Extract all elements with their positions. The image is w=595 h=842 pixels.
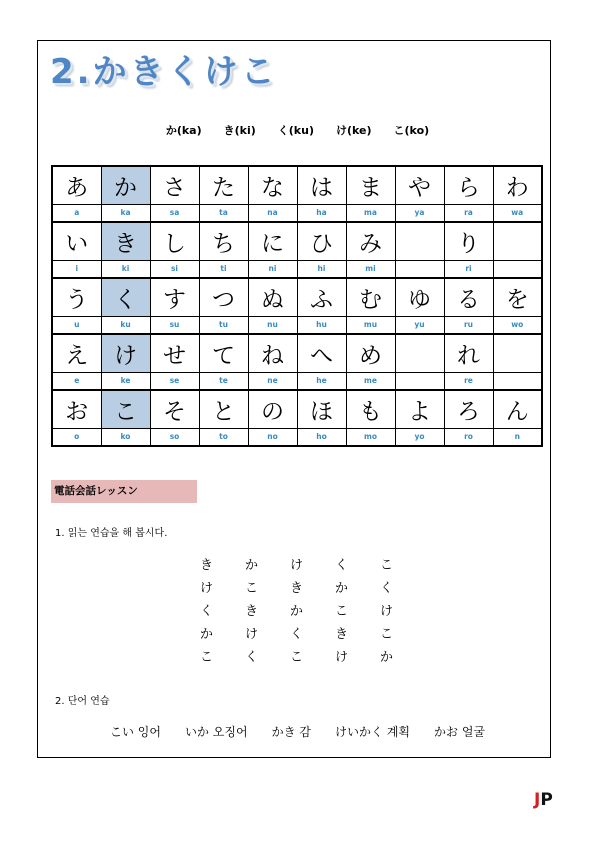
kana-cell: ら	[444, 166, 493, 204]
practice-kana: か	[245, 558, 259, 573]
romaji-cell: sa	[150, 204, 199, 222]
romaji-cell	[493, 260, 542, 278]
romaji-cell: ri	[444, 260, 493, 278]
kana-row	[52, 222, 542, 260]
practice-kana: こ	[380, 558, 394, 573]
romaji-row	[52, 428, 542, 446]
word-item: けいかく 계획	[335, 725, 410, 739]
practice-kana: け	[200, 581, 214, 596]
readings-row	[0, 122, 595, 138]
exercise-2-label: 2. 단어 연습	[55, 696, 110, 707]
romaji-row	[52, 260, 542, 278]
romaji-cell	[493, 372, 542, 390]
romaji-cell: ha	[297, 204, 346, 222]
practice-kana: こ	[335, 604, 349, 619]
romaji-cell: mo	[346, 428, 395, 446]
reading-ku: く(ku)	[277, 124, 314, 137]
kana-cell: つ	[199, 278, 248, 316]
kana-cell	[395, 334, 444, 372]
romaji-cell: me	[346, 372, 395, 390]
word-item: こい 잉어	[109, 725, 161, 739]
romaji-cell: n	[493, 428, 542, 446]
word-practice-list	[0, 723, 595, 740]
kana-cell: き	[101, 222, 150, 260]
logo-letter-j: J	[534, 790, 541, 810]
kana-cell: ゆ	[395, 278, 444, 316]
kana-cell: わ	[493, 166, 542, 204]
practice-kana: こ	[290, 650, 304, 665]
kana-cell: の	[248, 390, 297, 428]
word-item: かき 감	[271, 725, 311, 739]
romaji-cell: na	[248, 204, 297, 222]
practice-kana: か	[290, 604, 304, 619]
practice-kana: き	[290, 581, 304, 596]
romaji-cell: tu	[199, 316, 248, 334]
kana-cell: お	[52, 390, 101, 428]
romaji-cell: ya	[395, 204, 444, 222]
kana-cell: り	[444, 222, 493, 260]
kana-cell: ふ	[297, 278, 346, 316]
kana-row	[52, 166, 542, 204]
reading-ki: き(ki)	[223, 124, 256, 137]
kana-cell: れ	[444, 334, 493, 372]
practice-kana: き	[245, 604, 259, 619]
kana-cell: と	[199, 390, 248, 428]
practice-kana: こ	[380, 627, 394, 642]
romaji-cell: ra	[444, 204, 493, 222]
practice-kana: こ	[200, 650, 214, 665]
practice-kana: か	[335, 581, 349, 596]
romaji-cell: te	[199, 372, 248, 390]
kana-cell: は	[297, 166, 346, 204]
practice-kana: く	[200, 604, 214, 619]
reading-ko: こ(ko)	[393, 124, 430, 137]
romaji-cell: yo	[395, 428, 444, 446]
kana-cell: い	[52, 222, 101, 260]
practice-kana: く	[290, 627, 304, 642]
kana-cell: せ	[150, 334, 199, 372]
kana-cell: に	[248, 222, 297, 260]
practice-kana: き	[335, 627, 349, 642]
romaji-row	[52, 372, 542, 390]
romaji-cell: su	[150, 316, 199, 334]
kana-cell: を	[493, 278, 542, 316]
kana-cell: や	[395, 166, 444, 204]
romaji-cell: nu	[248, 316, 297, 334]
section-label: 電話会話レッスン	[51, 480, 197, 503]
romaji-cell: e	[52, 372, 101, 390]
romaji-cell: hu	[297, 316, 346, 334]
romaji-cell: ku	[101, 316, 150, 334]
practice-kana: き	[200, 558, 214, 573]
romaji-cell: u	[52, 316, 101, 334]
logo-letter-p: P	[540, 790, 553, 810]
kana-cell: た	[199, 166, 248, 204]
reading-practice-grid	[200, 557, 425, 666]
romaji-cell: wa	[493, 204, 542, 222]
reading-ka: か(ka)	[165, 124, 202, 137]
romaji-cell: to	[199, 428, 248, 446]
kana-cell: ほ	[297, 390, 346, 428]
kana-cell: く	[101, 278, 150, 316]
kana-cell: ま	[346, 166, 395, 204]
kana-row	[52, 390, 542, 428]
kana-cell: も	[346, 390, 395, 428]
romaji-cell: yu	[395, 316, 444, 334]
romaji-row	[52, 316, 542, 334]
kana-cell: そ	[150, 390, 199, 428]
romaji-cell: i	[52, 260, 101, 278]
practice-kana: か	[200, 627, 214, 642]
practice-kana: け	[335, 650, 349, 665]
romaji-cell: ne	[248, 372, 297, 390]
romaji-cell	[395, 372, 444, 390]
practice-kana: か	[380, 650, 394, 665]
practice-kana: け	[380, 604, 394, 619]
kana-cell: あ	[52, 166, 101, 204]
kana-cell: ろ	[444, 390, 493, 428]
kana-cell: へ	[297, 334, 346, 372]
kana-cell: め	[346, 334, 395, 372]
kana-cell: け	[101, 334, 150, 372]
romaji-cell: ho	[297, 428, 346, 446]
romaji-cell: a	[52, 204, 101, 222]
word-item: かお 얼굴	[434, 725, 485, 739]
romaji-cell: ro	[444, 428, 493, 446]
kana-cell: よ	[395, 390, 444, 428]
romaji-cell: o	[52, 428, 101, 446]
kana-cell: か	[101, 166, 150, 204]
practice-kana: け	[245, 627, 259, 642]
kana-cell: る	[444, 278, 493, 316]
hiragana-chart	[51, 165, 543, 447]
kana-cell: う	[52, 278, 101, 316]
reading-ke: け(ke)	[335, 124, 372, 137]
romaji-cell: mi	[346, 260, 395, 278]
kana-cell: み	[346, 222, 395, 260]
romaji-cell: re	[444, 372, 493, 390]
romaji-row	[52, 204, 542, 222]
kana-cell: な	[248, 166, 297, 204]
romaji-cell	[395, 260, 444, 278]
word-item: いか 오징어	[184, 725, 248, 739]
kana-cell	[395, 222, 444, 260]
romaji-cell: so	[150, 428, 199, 446]
practice-kana: こ	[245, 581, 259, 596]
romaji-cell: ti	[199, 260, 248, 278]
kana-cell: す	[150, 278, 199, 316]
romaji-cell: wo	[493, 316, 542, 334]
romaji-cell: he	[297, 372, 346, 390]
kana-cell: て	[199, 334, 248, 372]
page-title: 2.かきくけこ	[50, 52, 278, 92]
jp-logo	[534, 790, 553, 810]
romaji-cell: ke	[101, 372, 150, 390]
romaji-cell: mu	[346, 316, 395, 334]
kana-cell: む	[346, 278, 395, 316]
romaji-cell: se	[150, 372, 199, 390]
romaji-cell: ni	[248, 260, 297, 278]
romaji-cell: ka	[101, 204, 150, 222]
kana-cell: ひ	[297, 222, 346, 260]
romaji-cell: si	[150, 260, 199, 278]
exercise-1-label: 1. 읽는 연습을 해 봅시다.	[55, 528, 168, 539]
kana-cell: さ	[150, 166, 199, 204]
practice-kana: く	[335, 558, 349, 573]
romaji-cell: no	[248, 428, 297, 446]
kana-cell: ち	[199, 222, 248, 260]
romaji-cell: ki	[101, 260, 150, 278]
kana-row	[52, 334, 542, 372]
romaji-cell: hi	[297, 260, 346, 278]
practice-kana: く	[245, 650, 259, 665]
romaji-cell: ru	[444, 316, 493, 334]
kana-cell: ん	[493, 390, 542, 428]
romaji-cell: ma	[346, 204, 395, 222]
romaji-cell: ta	[199, 204, 248, 222]
kana-cell	[493, 334, 542, 372]
kana-cell: こ	[101, 390, 150, 428]
practice-kana: け	[290, 558, 304, 573]
practice-kana: く	[380, 581, 394, 596]
kana-row	[52, 278, 542, 316]
kana-cell: ぬ	[248, 278, 297, 316]
kana-cell: ね	[248, 334, 297, 372]
romaji-cell: ko	[101, 428, 150, 446]
kana-cell	[493, 222, 542, 260]
kana-cell: え	[52, 334, 101, 372]
kana-cell: し	[150, 222, 199, 260]
